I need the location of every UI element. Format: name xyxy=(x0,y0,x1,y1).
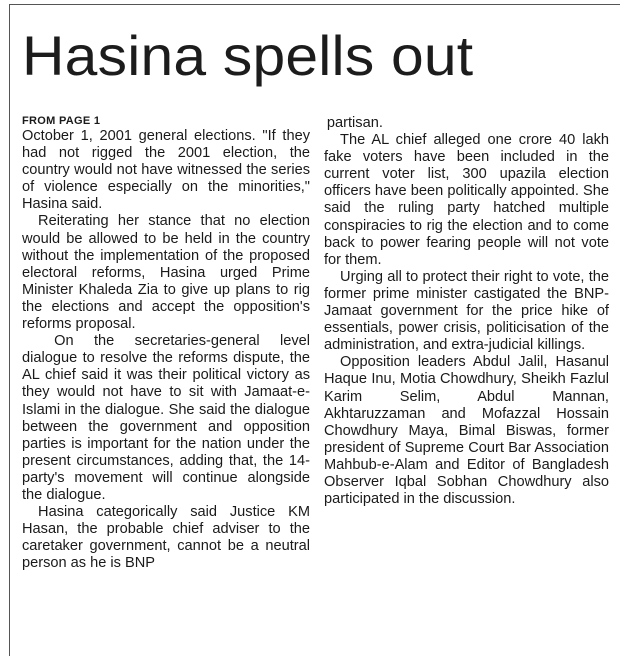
left-column xyxy=(22,115,310,572)
paragraph: Hasina categorically said Justice KM Hasan, the probable chief adviser to the caretaker government, cannot be a neutral person as he is BNP xyxy=(22,504,310,572)
paragraph: Reiterating her stance that no election would be allowed to be held in the country without the implementation of the proposed electoral reforms, Hasina urged Prime Minister Khaleda Zia to give up plans to rig the elections and accept the opposition's reforms proposal. xyxy=(22,213,310,333)
paragraph: The AL chief alleged one crore 40 lakh fake voters have been included in the current voter list, 300 upazila election officers have been politically appointed. She said the ruling party hatched multiple conspiracies to rig the election and to come back to power fearing people will not vote for them. xyxy=(324,132,609,268)
paragraph: Opposition leaders Abdul Jalil, Hasanul Haque Inu, Motia Chowdhury, Sheikh Fazlul Karim Selim, Abdul Mannan, Akhtaruzzaman and Mofazzal Hossain Chowdhury Maya, Bimal Biswas, former president of Supreme Court Bar Association Mahbub-e-Alam and Editor of Bangladesh Observer Iqbal Sobhan Chowdhury also participated in the discussion. xyxy=(324,354,609,508)
headline: Hasina spells out xyxy=(22,24,474,87)
right-column xyxy=(324,115,609,508)
paragraph: On the secretaries-general level dialogue to resolve the reforms dispute, the AL chief said it was their political victory as they would not have to sit with Jamaat-e-Islami in the dialogue. She said the dialogue between the government and opposition parties is important for the nation under the present circumstances, adding that, the 14-party's movement will continue alongside the dialogue. xyxy=(22,333,310,503)
paragraph: partisan. xyxy=(326,115,383,131)
paragraph: October 1, 2001 general elections. "If they had not rigged the 2001 election, the country would not have witnessed the series of violence especially on the minorities," Hasina said. xyxy=(22,128,310,213)
paragraph: Urging all to protect their right to vote, the former prime minister castigated the BNP-Jamaat government for the price hike of essentials, power crisis, politicisation of the administration, and extra-judicial killings. xyxy=(324,268,609,354)
kicker: FROM PAGE 1 xyxy=(22,115,101,127)
